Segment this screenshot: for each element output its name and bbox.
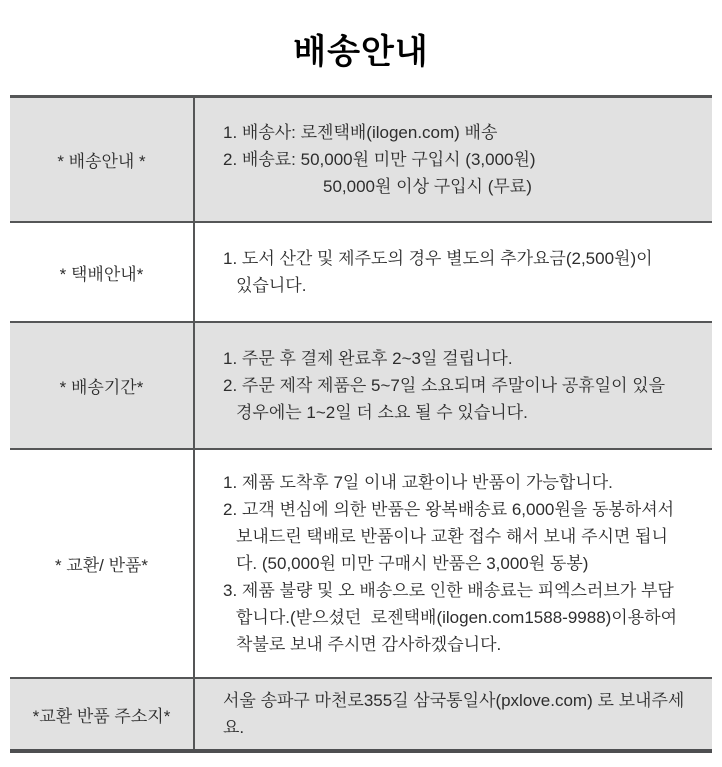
content-line: 2. 주문 제작 제품은 5~7일 소요되며 주말이나 공휴일이 있을 xyxy=(223,376,666,395)
content-line: 요. xyxy=(223,718,245,737)
row-label-text: * 배송기간* xyxy=(59,378,144,397)
content-line: 서울 송파구 마천로355길 삼국통일사(pxlove.com) 로 보내주세 xyxy=(223,691,685,710)
content-line: 1. 배송사: 로젠택배(ilogen.com) 배송 xyxy=(223,123,498,142)
row-label-text: * 배송안내 * xyxy=(57,152,146,171)
content-line: 2. 고객 변심에 의한 반품은 왕복배송료 6,000원을 동봉하셔서 xyxy=(223,500,675,519)
content-line: 보내드린 택배로 반품이나 교환 접수 해서 보내 주시면 됩니 xyxy=(236,527,668,546)
shipping-info-table xyxy=(10,95,712,753)
content-line: 경우에는 1~2일 더 소요 될 수 있습니다. xyxy=(236,403,528,422)
row-content xyxy=(195,223,712,321)
content-line: 1. 주문 후 결제 완료후 2~3일 걸립니다. xyxy=(223,349,513,368)
row-label-text: *교환 반품 주소지* xyxy=(32,706,171,726)
row-content xyxy=(195,98,712,221)
row-label xyxy=(10,223,195,321)
content-line: 1. 제품 도착후 7일 이내 교환이나 반품이 가능합니다. xyxy=(223,473,613,492)
page-title: 배송안내 xyxy=(293,33,429,71)
content-line: 착불로 보내 주시면 감사하겠습니다. xyxy=(236,635,502,654)
row-label xyxy=(10,323,195,448)
row-shipping-period xyxy=(10,323,712,450)
row-exchange-return xyxy=(10,450,712,679)
content-line: 1. 도서 산간 및 제주도의 경우 별도의 추가요금(2,500원)이 xyxy=(223,249,653,268)
content-line: 2. 배송료: 50,000원 미만 구입시 (3,000원) xyxy=(223,150,536,169)
content-line: 있습니다. xyxy=(236,276,307,295)
content-line: 합니다.(받으셨던 로젠택배(ilogen.com1588-9988)이용하여 xyxy=(236,608,677,627)
row-label xyxy=(10,450,195,677)
content-line: 50,000원 이상 구입시 (무료) xyxy=(323,177,532,196)
row-content xyxy=(195,679,712,749)
row-return-address xyxy=(10,679,712,749)
row-label-text: * 교환/ 반품* xyxy=(54,556,149,575)
shipping-info-page xyxy=(0,24,722,753)
row-label xyxy=(10,98,195,221)
row-label-text: * 택배안내* xyxy=(59,264,144,284)
row-label xyxy=(10,679,195,749)
row-content xyxy=(195,323,712,448)
row-shipping-info xyxy=(10,98,712,223)
row-content xyxy=(195,450,712,677)
row-courier-info xyxy=(10,223,712,323)
content-line: 다. (50,000원 미만 구매시 반품은 3,000원 동봉) xyxy=(236,554,589,573)
content-line: 3. 제품 불량 및 오 배송으로 인한 배송료는 피엑스러브가 부담 xyxy=(223,581,674,600)
